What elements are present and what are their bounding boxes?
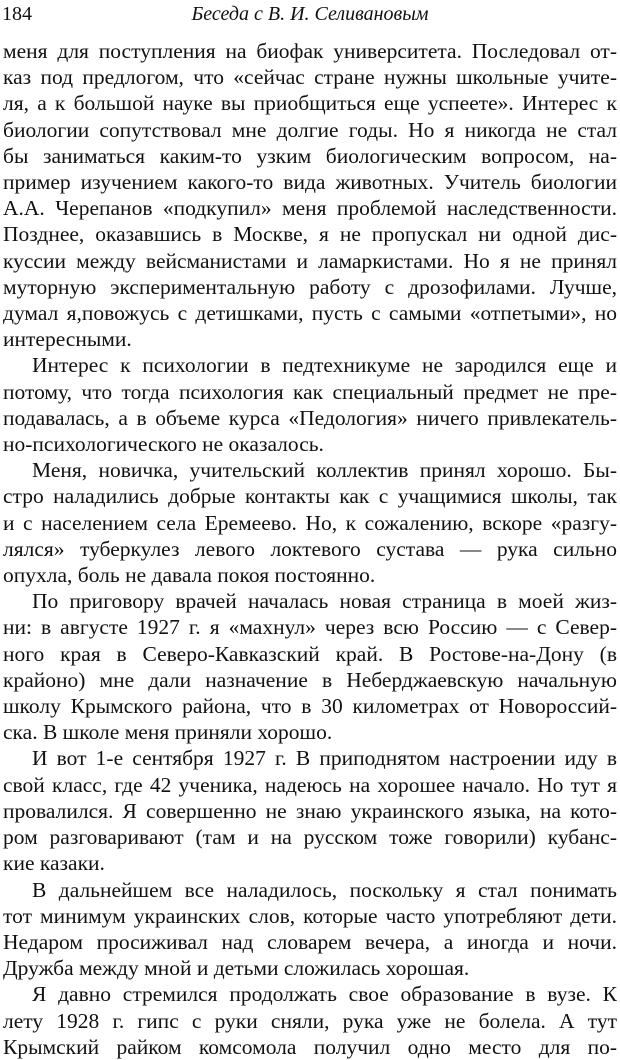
paragraph bbox=[3, 588, 617, 745]
paragraph bbox=[3, 981, 617, 1060]
text-line: Крымский райком комсомола получил одно место для по- bbox=[3, 1034, 617, 1059]
text-line: Дружба между мной и детьми сложилась хорошая. bbox=[3, 956, 470, 981]
text-line: подавалась, а в объеме курса «Педология» ничего привлекатель- bbox=[3, 405, 617, 430]
text-line: крайоно) мне дали назначение в Неберджаевскую начальную bbox=[3, 667, 617, 692]
running-title: Беседа с В. И. Селивановым bbox=[191, 3, 429, 25]
text-line: ни: в августе 1927 г. я «махнул» через всю Россию — с Север- bbox=[3, 615, 617, 640]
text-line: каз под предлогом, что «сейчас стране нужны школьные учите- bbox=[3, 65, 617, 90]
text-line: ного края в Северо-Кавказский край. В Ростове-на-Дону (в bbox=[3, 641, 617, 666]
text-line: потому, что тогда психология как специальный предмет не пре- bbox=[3, 379, 617, 404]
text-line: В дальнейшем все наладилось, поскольку я стал понимать bbox=[32, 877, 617, 902]
text-line: Позднее, оказавшись в Москве, я не пропускал ни одной дис- bbox=[3, 222, 617, 247]
text-line: но-психологического не оказалось. bbox=[3, 432, 324, 457]
text-line: биологии сопутствовал мне долгие годы. Но я никогда не стал bbox=[3, 117, 617, 142]
text-line: школу Крымского района, что в 30 километрах от Новороссий- bbox=[3, 694, 617, 719]
text-line: Интерес к психологии в педтехникуме не зародился еще и bbox=[32, 353, 617, 378]
text-line: свой класс, где 42 ученика, надеюсь на хорошее начало. Но тут я bbox=[3, 772, 617, 797]
text-line: А.А. Черепанов «подкупил» меня проблемой наследственности. bbox=[3, 196, 617, 221]
text-line: Я давно стремился продолжать свое образование в вузе. К bbox=[32, 982, 617, 1007]
text-line: ром разговаривают (там и на русском тоже говорили) кубанс- bbox=[3, 825, 617, 850]
paragraph bbox=[3, 457, 617, 588]
text-line: провалился. Я совершенно не знаю украинского языка, на кото- bbox=[3, 798, 617, 823]
text-line: тот минимум украинских слов, которые часто употребляют дети. bbox=[3, 903, 617, 928]
text-line: Недаром просиживал над словарем вечера, а иногда и ночи. bbox=[3, 929, 617, 954]
text-line: кие казаки. bbox=[3, 851, 105, 876]
text-line: пример изучением какого-то вида животных. Учитель биологии bbox=[3, 170, 617, 195]
body-text bbox=[3, 38, 617, 1060]
text-line: ска. В школе меня приняли хорошо. bbox=[3, 720, 333, 745]
paragraph bbox=[3, 877, 617, 982]
text-line: лялся» туберкулез левого локтевого сустава — рука сильно bbox=[3, 536, 617, 561]
paragraph bbox=[3, 745, 617, 876]
text-line: и с населением села Еремеево. Но, к сожалению, вскоре «разгу- bbox=[3, 510, 617, 535]
text-line: ля, а к большой науке вы приобщиться еще успеете». Интерес к bbox=[3, 91, 617, 116]
text-line: думал я,повожусь с детишками, пусть с самыми «отпетыми», но bbox=[3, 301, 617, 326]
text-line: опухла, боль не давала покоя постоянно. bbox=[3, 563, 376, 588]
text-line: стро наладились добрые контакты как с учащимися школы, так bbox=[3, 484, 617, 509]
page-header bbox=[0, 0, 620, 34]
paragraph bbox=[3, 352, 617, 457]
text-line: Меня, новичка, учительский коллектив принял хорошо. Бы- bbox=[32, 458, 617, 483]
text-line: И вот 1-е сентября 1927 г. В приподнятом настроении иду в bbox=[32, 746, 617, 771]
paragraph bbox=[3, 38, 617, 352]
text-line: меня для поступления на биофак университета. Последовал от- bbox=[3, 39, 617, 63]
text-line: муторную экспериментальную работу с дрозофилами. Лучше, bbox=[3, 274, 617, 299]
text-line: интересными. bbox=[3, 327, 132, 352]
page-number: 184 bbox=[2, 3, 32, 25]
text-line: лету 1928 г. гипс с руки сняли, рука уже не болела. А тут bbox=[3, 1008, 617, 1033]
text-line: куссии между вейсманистами и ламаркистами. Но я не принял bbox=[3, 248, 617, 273]
text-line: бы заниматься каким-то узким биологическим вопросом, на- bbox=[3, 143, 617, 168]
text-line: По приговору врачей началась новая страница в моей жиз- bbox=[32, 589, 617, 614]
